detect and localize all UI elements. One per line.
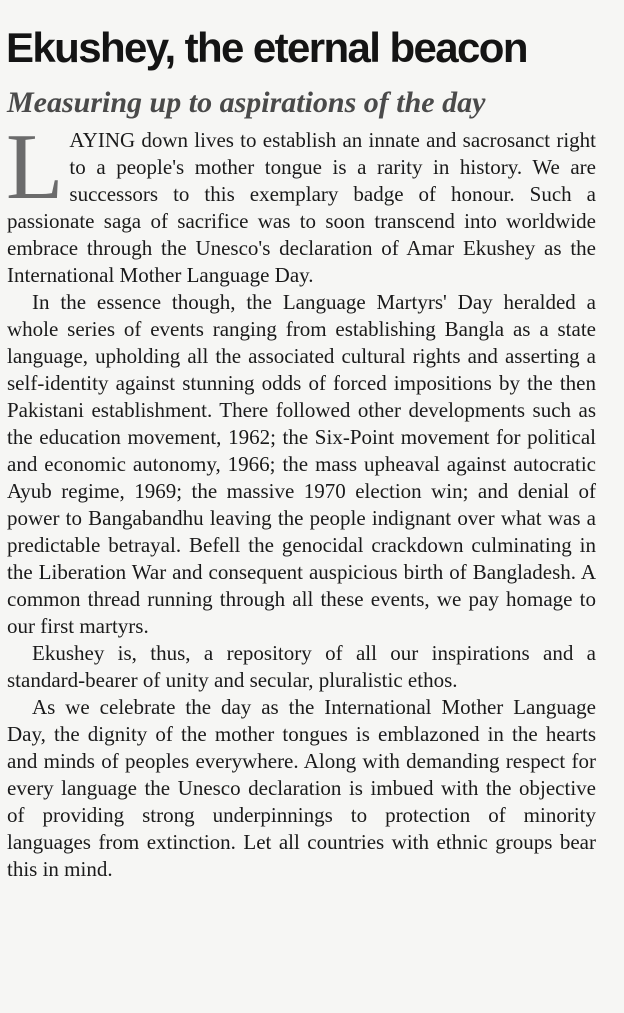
paragraph-1-text: AYING down lives to establish an innate and sacrosanct right to a people's mother tongue is a rarity in history. We are successors to this exemplary badge of honour. Such a passionate saga of sacrifice was to soon transcend into worldwide embrace through the Unesco's declaration of Amar Ekushey as the International Mother Language Day. (7, 128, 596, 287)
paragraph-2: In the essence though, the Language Martyrs' Day heralded a whole series of events ranging from establishing Bangla as a state language, upholding all the associated cultural rights and asserting a self-identity against stunning odds of forced impositions by the then Pakistani establishment. There followed other developments such as the education movement, 1962; the Six-Point movement for political and economic autonomy, 1966; the mass upheaval against autocratic Ayub regime, 1969; the massive 1970 election win; and denial of power to Bangabandhu leaving the people indignant over what was a predictable betrayal. Befell the genocidal crackdown culminating in the Liberation War and consequent auspicious birth of Bangladesh. A common thread running through all these events, we pay homage to our first martyrs. (7, 290, 596, 638)
subheadline: Measuring up to aspirations of the day (7, 86, 486, 119)
article-body (6, 115, 596, 883)
paragraph-3: Ekushey is, thus, a repository of all our inspirations and a standard-bearer of unity and secular, pluralistic ethos. (7, 641, 596, 692)
headline: Ekushey, the eternal beacon (6, 24, 527, 71)
paragraph-1 (6, 115, 596, 289)
drop-cap: L (6, 115, 64, 219)
paragraph-4: As we celebrate the day as the International Mother Language Day, the dignity of the mother tongues is emblazoned in the hearts and minds of peoples everywhere. Along with demanding respect for every language the Unesco declaration is imbued with the objective of providing strong underpinnings to protection of minority languages from extinction. Let all countries with ethnic groups bear this in mind. (7, 695, 596, 881)
